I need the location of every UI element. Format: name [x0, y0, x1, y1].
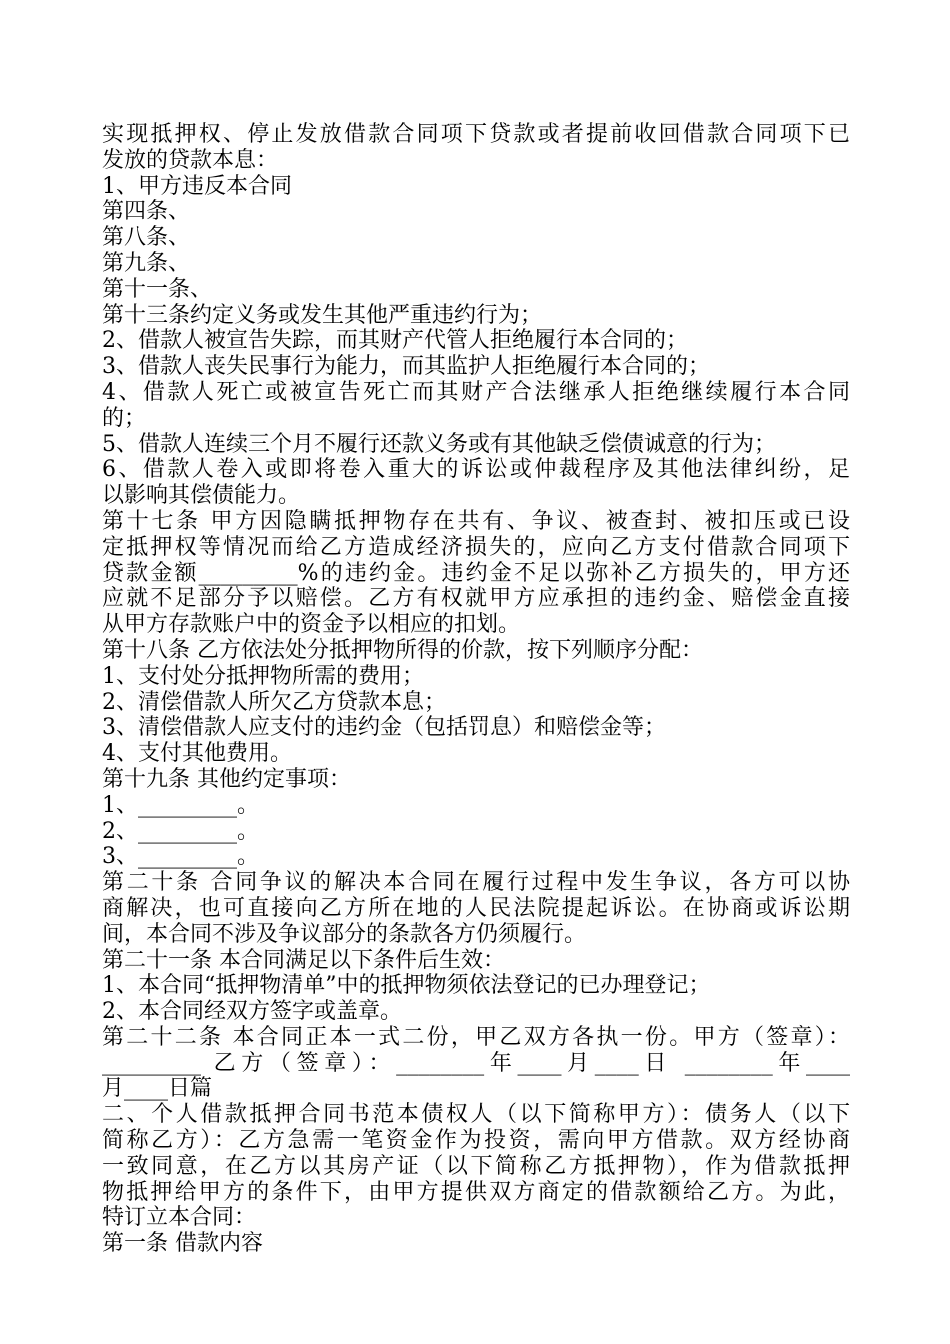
text-line: 第二十一条 本合同满足以下条件后生效： — [102, 947, 505, 973]
text-line: 4、借款人死亡或被宣告死亡而其财产合法继承人拒绝继续履行本合同 — [102, 379, 850, 405]
text-line: _________ 乙方（签章）：________年____月____日 ________年____ — [102, 1050, 850, 1076]
text-line: 第十七条 甲方因隐瞒抵押物存在共有、争议、被查封、被扣压或已设 — [102, 508, 850, 534]
text-line: 第十一条、 — [102, 276, 213, 302]
text-line: 一致同意，在乙方以其房产证（以下简称乙方抵押物），作为借款抵押 — [102, 1153, 850, 1179]
text-line: 1、本合同“抵押物清单”中的抵押物须依法登记的已办理登记； — [102, 973, 711, 999]
text-line: 第四条、 — [102, 199, 191, 225]
text-line: 第十八条 乙方依法处分抵押物所得的价款，按下列顺序分配： — [102, 637, 703, 663]
text-line: 3、_________。 — [102, 844, 259, 870]
text-line: 1、_________。 — [102, 792, 259, 818]
text-line: 简称乙方）：乙方急需一笔资金作为投资，需向甲方借款。双方经协商 — [102, 1128, 850, 1154]
text-line: 第八条、 — [102, 225, 191, 251]
text-line: 1、甲方违反本合同 — [102, 173, 292, 199]
text-line: 商解决，也可直接向乙方所在地的人民法院提起诉讼。在协商或诉讼期 — [102, 895, 850, 921]
text-line: 4、支付其他费用。 — [102, 741, 292, 767]
text-line: 第二十二条 本合同正本一式二份，甲乙双方各执一份。甲方（签章）： — [102, 1024, 850, 1050]
text-line: 第一条 借款内容 — [102, 1231, 263, 1257]
text-line: 3、清偿借款人应支付的违约金（包括罚息）和赔偿金等； — [102, 715, 666, 741]
text-line: 定抵押权等情况而给乙方造成经济损失的，应向乙方支付借款合同项下 — [102, 534, 850, 560]
text-line: 1、支付处分抵押物所需的费用； — [102, 663, 424, 689]
text-line: 第二十条 合同争议的解决本合同在履行过程中发生争议，各方可以协 — [102, 870, 850, 896]
text-line: 间，本合同不涉及争议部分的条款各方仍须履行。 — [102, 921, 587, 947]
text-line: 2、借款人被宣告失踪，而其财产代管人拒绝履行本合同的； — [102, 328, 688, 354]
text-line: 实现抵押权、停止发放借款合同项下贷款或者提前收回借款合同项下已 — [102, 122, 850, 147]
text-line: 月____日篇 — [102, 1076, 213, 1102]
text-line: 第十九条 其他约定事项： — [102, 766, 351, 792]
text-line: 6、借款人卷入或即将卷入重大的诉讼或仲裁程序及其他法律纠纷，足 — [102, 457, 850, 483]
text-line: 第十三条约定义务或发生其他严重违约行为； — [102, 302, 543, 328]
document-body — [102, 122, 850, 1257]
text-line: 以影响其偿债能力。 — [102, 483, 301, 509]
text-line: 2、清偿借款人所欠乙方贷款本息； — [102, 689, 446, 715]
text-line: 贷款金额_________%的违约金。违约金不足以弥补乙方损失的，甲方还 — [102, 560, 851, 586]
text-line: 2、_________。 — [102, 818, 259, 844]
text-line: 发放的贷款本息： — [102, 147, 279, 173]
text-line: 物抵押给甲方的条件下，由甲方提供双方商定的借款额给乙方。为此， — [102, 1179, 850, 1205]
text-line: 5、借款人连续三个月不履行还款义务或有其他缺乏偿债诚意的行为； — [102, 431, 776, 457]
text-line: 二、个人借款抵押合同书范本债权人（以下简称甲方）：债务人（以下 — [102, 1102, 850, 1128]
text-line: 特订立本合同： — [102, 1205, 257, 1231]
text-line: 从甲方存款账户中的资金予以相应的扣划。 — [102, 612, 521, 638]
text-line: 第九条、 — [102, 250, 191, 276]
text-line: 应就不足部分予以赔偿。乙方有权就甲方应承担的违约金、赔偿金直接 — [102, 586, 850, 612]
text-line: 2、本合同经双方签字或盖章。 — [102, 999, 402, 1025]
text-line: 的； — [102, 405, 147, 431]
text-line: 3、借款人丧失民事行为能力，而其监护人拒绝履行本合同的； — [102, 354, 710, 380]
